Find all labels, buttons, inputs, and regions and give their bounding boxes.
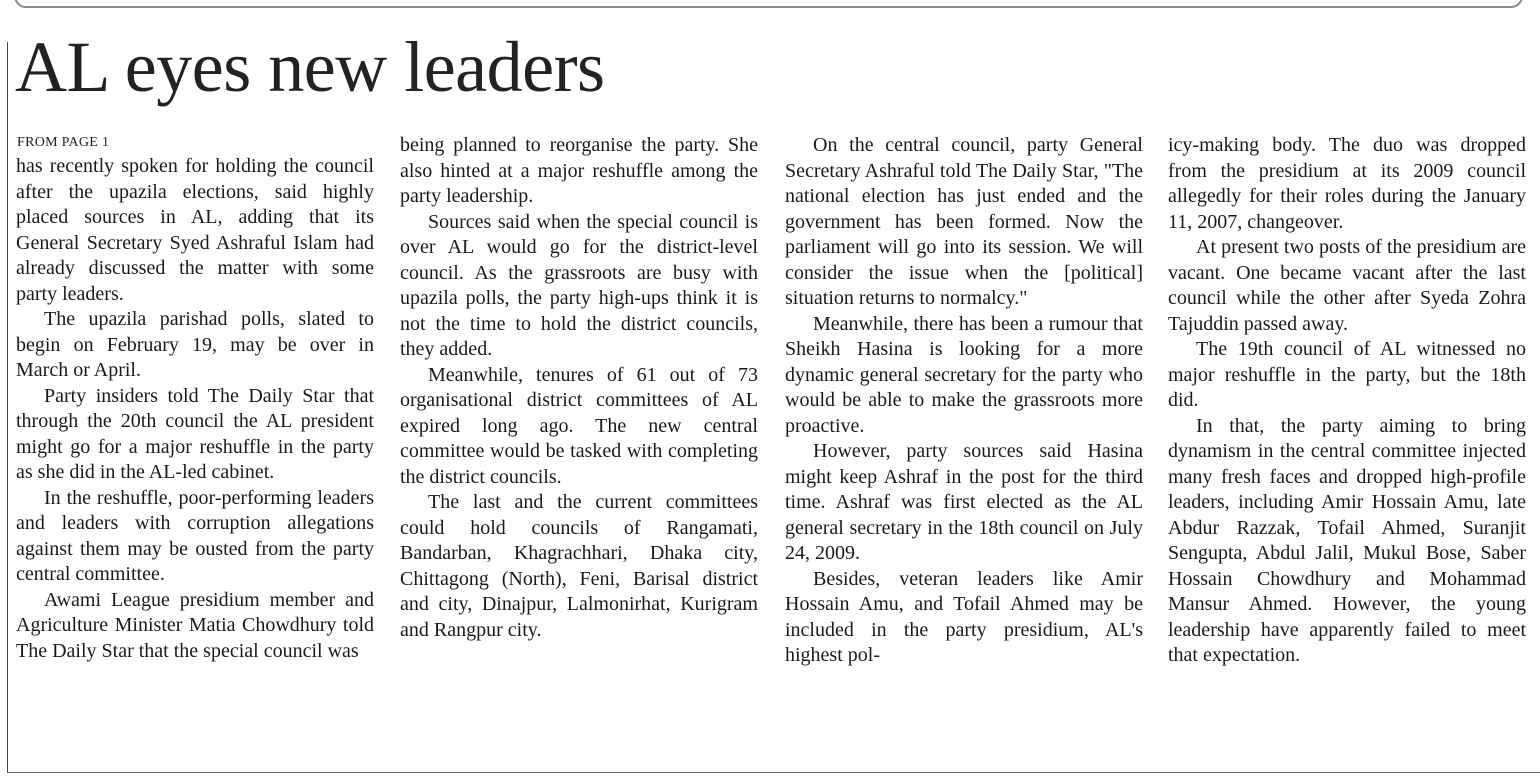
left-column-rule (7, 42, 8, 772)
top-frame-border (14, 0, 1523, 8)
paragraph: The 19th council of AL witnessed no major reshuffle in the party, but the 18th did. (1168, 338, 1526, 411)
paragraph: icy-making body. The duo was dropped from the presidium at its 2009 council allegedly for their roles during the January 11, 2007, changeover. (1168, 134, 1526, 233)
paragraph: The upazila parishad polls, slated to begin on February 19, may be over in March or April. (16, 308, 374, 381)
article-column-1 (16, 154, 374, 664)
paragraph: However, party sources said Hasina might keep Ashraf in the post for the third time. Ashraf was first elected as the AL general secretary in the 18th council on July 24, 2009. (785, 440, 1143, 564)
paragraph: At present two posts of the presidium are vacant. One became vacant after the last council while the other after Syeda Zohra Tajuddin passed away. (1168, 236, 1526, 335)
paragraph: Besides, veteran leaders like Amir Hossain Amu, and Tofail Ahmed may be included in the party presidium, AL's highest pol- (785, 567, 1143, 666)
paragraph: Meanwhile, tenures of 61 out of 73 organisational district committees of AL expired long ago. The new central committee would be tasked with completing the district councils. (400, 363, 758, 488)
jump-label: FROM PAGE 1 (17, 135, 110, 150)
article-column-4 (1168, 133, 1526, 669)
paragraph: has recently spoken for holding the council after the upazila elections, said highly placed sources in AL, adding that its General Secretary Syed Ashraful Islam had already discussed the matter with some party leaders. (16, 155, 374, 305)
paragraph: Meanwhile, there has been a rumour that Sheikh Hasina is looking for a more dynamic general secretary for the party who would be able to make the grassroots more proactive. (785, 312, 1143, 437)
paragraph: In that, the party aiming to bring dynamism in the central committee injected many fresh faces and dropped high-profile leaders, including Amir Hossain Amu, late Abdur Razzak, Tofail Ahmed, Suranjit Sengupta, Abdul Jalil, Mukul Bose, Saber Hossain Chowdhury and Mohammad Mansur Ahmed. However, the young leadership have apparently failed to meet that expectation. (1168, 414, 1526, 666)
paragraph: Awami League presidium member and Agriculture Minister Matia Chowdhury told The Daily Star that the special council was (16, 588, 374, 662)
paragraph: In the reshuffle, poor-performing leaders and leaders with corruption allegations against them may be ousted from the party central committee. (16, 486, 374, 585)
paragraph: Sources said when the special council is over AL would go for the district-level council. As the grassroots are busy with upazila polls, the party high-ups think it is not the time to hold the district councils, they added. (400, 210, 758, 360)
paragraph: being planned to reorganise the party. She also hinted at a major reshuffle among the party leadership. (400, 134, 758, 207)
paragraph: The last and the current committees could hold councils of Rangamati, Bandarban, Khagrachhari, Dhaka city, Chittagong (North), Feni, Barisal district and city, Dinajpur, Lalmonirhat, Kurigram and Rangpur city. (400, 491, 758, 641)
bottom-rule (7, 772, 1540, 773)
article-column-2 (400, 133, 758, 643)
paragraph: On the central council, party General Secretary Ashraful told The Daily Star, "The national election has just ended and the government has been formed. Now the parliament will go into its session. We will consider the issue when the [political] situation returns to normalcy." (785, 134, 1143, 309)
paragraph: Party insiders told The Daily Star that through the 20th council the AL president might go for a major reshuffle in the party as she did in the AL-led cabinet. (16, 384, 374, 483)
article-column-3 (785, 133, 1143, 669)
article-headline: AL eyes new leaders (15, 27, 605, 107)
